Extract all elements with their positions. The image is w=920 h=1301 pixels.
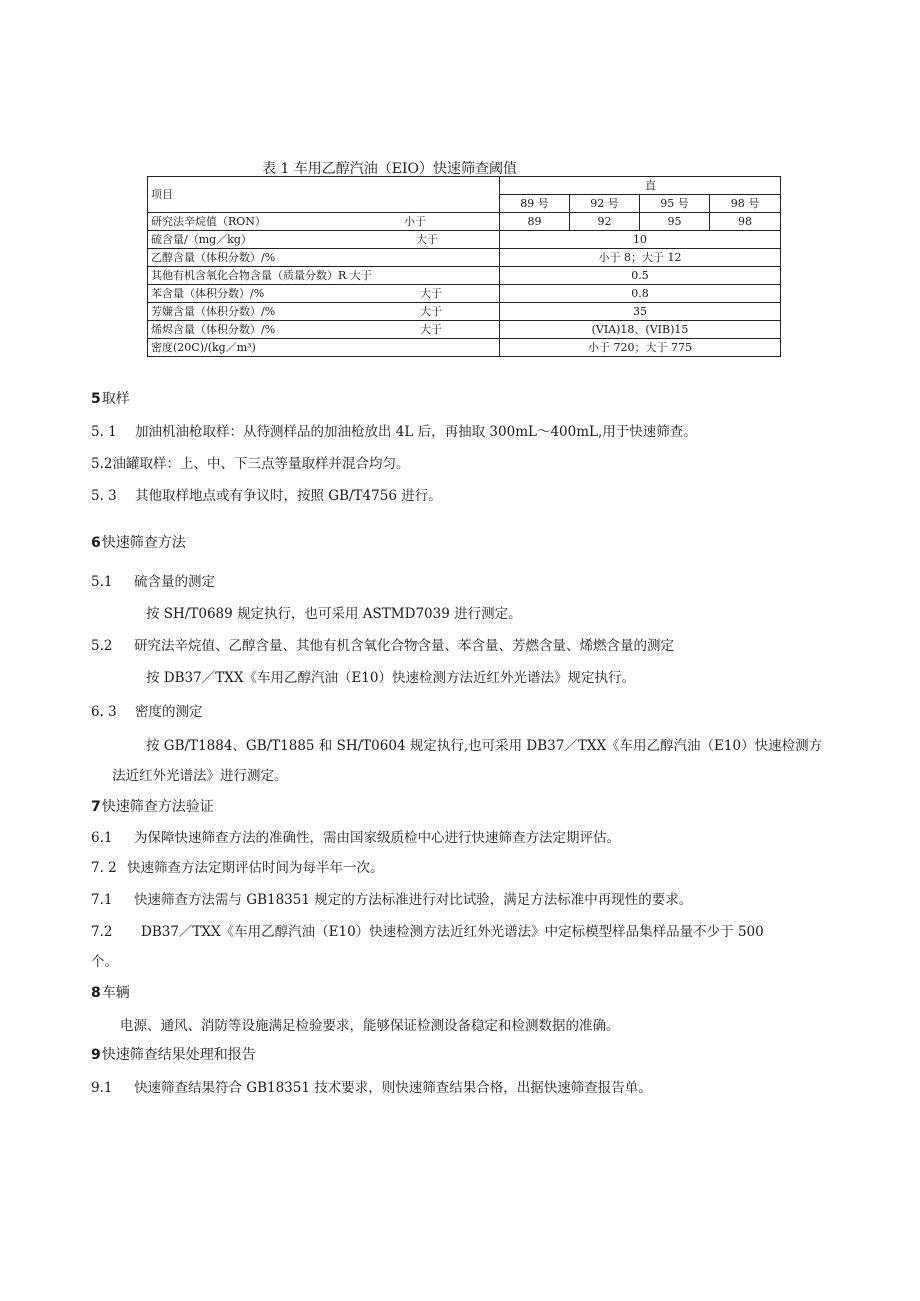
cell-value: (VIA)18、(VIB)15 bbox=[500, 321, 781, 339]
cell-value: 小于 720；大于 775 bbox=[500, 339, 781, 357]
cell-value: 35 bbox=[500, 303, 781, 321]
table-row bbox=[148, 213, 781, 231]
cell-value: 10 bbox=[500, 231, 781, 249]
table-caption: 表 1 车用乙醇汽油（EIO）快速筛查阈值 bbox=[262, 161, 518, 177]
paragraph: 按 GB/T1884、GB/T1885 和 SH/T0604 规定执行,也可采用 DB37／TXX《车用乙醇汽油（E10）快速检测方 bbox=[146, 738, 823, 754]
row-label: 硫含量/（mg／kg） 大于 bbox=[148, 231, 500, 249]
grade-92: 92 号 bbox=[570, 195, 640, 213]
section-5-heading: 5取样 bbox=[91, 391, 130, 407]
grade-98: 98 号 bbox=[710, 195, 781, 213]
paragraph-continuation: 个。 bbox=[91, 954, 118, 970]
row-label: 苯含量（体积分数）/% 大于 bbox=[148, 285, 500, 303]
cell-value: 89 bbox=[500, 213, 570, 231]
row-label: 研究法辛烷值（RON） 小于 bbox=[148, 213, 500, 231]
grade-95: 95 号 bbox=[640, 195, 710, 213]
paragraph: 7. 2 快速筛查方法定期评估时间为每半年一次。 bbox=[91, 860, 384, 876]
paragraph: 按 SH/T0689 规定执行，也可采用 ASTMD7039 进行测定。 bbox=[146, 606, 522, 622]
cell-value: 0.8 bbox=[500, 285, 781, 303]
paragraph-5-1: 5. 1 加油机油枪取样：从待测样品的加油枪放出 4L 后，再抽取 300mL～400mL,用于快速筛查。 bbox=[91, 424, 697, 440]
row-label: 其他有机含氧化合物含量（质量分数）R 大于 bbox=[148, 267, 500, 285]
row-qualifier: 大于 bbox=[416, 233, 438, 246]
paragraph: 电源、通风、消防等设施满足检验要求，能够保证检测设备稳定和检测数据的准确。 bbox=[120, 1018, 620, 1034]
row-qualifier: 大于 bbox=[420, 305, 442, 318]
paragraph: 7.2 DB37／TXX《车用乙醇汽油（E10）快速检测方法近红外光谱法》中定标模型样品集样品量不少于 500 bbox=[91, 924, 764, 940]
cell-value: 小于 8；大于 12 bbox=[500, 249, 781, 267]
row-label: 密度(20C)/(kg／m³) bbox=[148, 339, 500, 357]
table-row bbox=[148, 303, 781, 321]
grade-89: 89 号 bbox=[500, 195, 570, 213]
row-qualifier: 大于 bbox=[420, 323, 442, 336]
subsection-heading: 5.1 硫含量的测定 bbox=[91, 574, 215, 590]
cell-value: 92 bbox=[570, 213, 640, 231]
paragraph: 9.1 快速筛查结果符合 GB18351 技术要求，则快速筛查结果合格，出据快速筛查报告单。 bbox=[91, 1080, 652, 1096]
row-qualifier: 小于 bbox=[404, 215, 426, 228]
row-label: 乙醇含量（体积分数）/% bbox=[148, 249, 500, 267]
cell-value: 98 bbox=[710, 213, 781, 231]
paragraph-5-3: 5. 3 其他取样地点或有争议时，按照 GB/T4756 进行。 bbox=[91, 488, 442, 504]
table-row bbox=[148, 339, 781, 357]
header-item: 项目 bbox=[148, 177, 500, 213]
threshold-table bbox=[147, 176, 781, 357]
table-header-row bbox=[148, 177, 781, 195]
table-row bbox=[148, 321, 781, 339]
section-6-heading: 6快速筛查方法 bbox=[91, 535, 186, 551]
paragraph: 7.1 快速筛查方法需与 GB18351 规定的方法标准进行对比试验，满足方法标准中再现性的要求。 bbox=[91, 892, 693, 908]
table-row bbox=[148, 231, 781, 249]
header-value-group: 直 bbox=[500, 177, 781, 195]
paragraph-5-2: 5.2油罐取样：上、中、下三点等量取样并混合均匀。 bbox=[91, 456, 410, 472]
paragraph: 6.1 为保障快速筛查方法的准确性，需由国家级质检中心进行快速筛查方法定期评估。 bbox=[91, 830, 620, 846]
row-label: 芳嫌含量（体积分数）/% 大于 bbox=[148, 303, 500, 321]
row-qualifier: 大于 bbox=[420, 287, 442, 300]
cell-value: 95 bbox=[640, 213, 710, 231]
table-row bbox=[148, 267, 781, 285]
paragraph: 按 DB37／TXX《车用乙醇汽油（E10）快速检测方法近红外光谱法》规定执行。 bbox=[146, 670, 635, 686]
section-8-heading: 8车辆 bbox=[91, 985, 130, 1001]
subsection-heading: 6. 3 密度的测定 bbox=[91, 704, 203, 720]
table-row bbox=[148, 285, 781, 303]
section-7-heading: 7快速筛查方法验证 bbox=[91, 799, 214, 815]
row-label: 烯烬含量（体积分数）/% 大于 bbox=[148, 321, 500, 339]
subsection-heading: 5.2 研究法辛烷值、乙醇含量、其他有机含氧化合物含量、苯含量、芳燃含量、烯燃含量的测定 bbox=[91, 638, 674, 654]
paragraph-continuation: 法近红外光谱法》进行测定。 bbox=[112, 768, 288, 784]
section-9-heading: 9快速筛查结果处理和报告 bbox=[91, 1047, 256, 1063]
table-row bbox=[148, 249, 781, 267]
cell-value: 0.5 bbox=[500, 267, 781, 285]
